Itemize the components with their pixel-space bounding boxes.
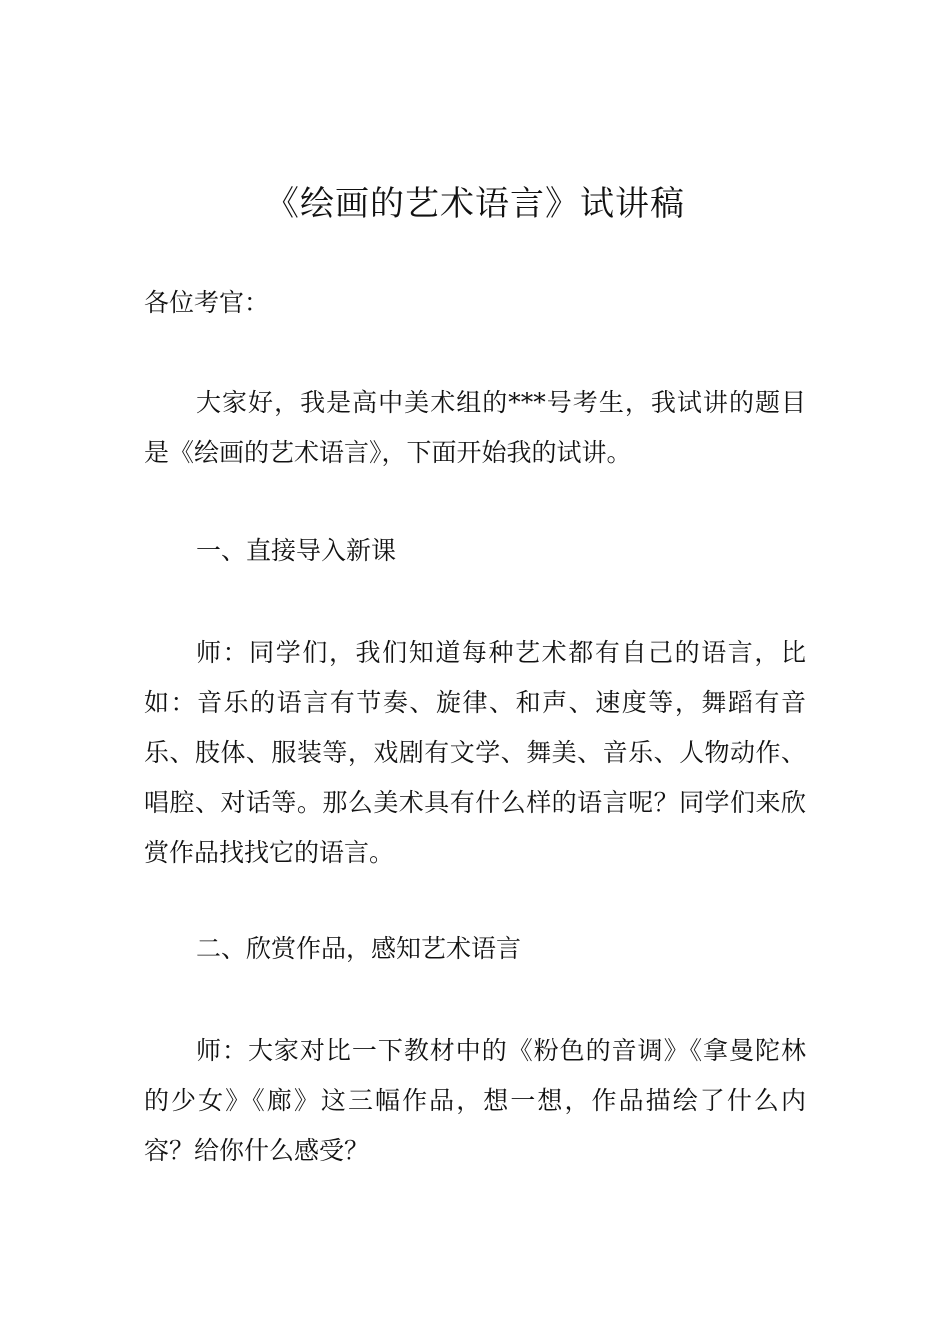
- section-heading-2: 二、欣赏作品，感知艺术语言: [196, 934, 522, 963]
- greeting-paragraph: 各位考官：: [144, 288, 270, 317]
- section-heading-1: 一、直接导入新课: [196, 536, 397, 565]
- intro-paragraph: 大家好，我是高中美术组的***号考生，我试讲的题目是《绘画的艺术语言》，下面开始我的试讲。: [144, 388, 806, 467]
- section-body-1: 师：同学们，我们知道每种艺术都有自己的语言，比如：音乐的语言有节奏、旋律、和声、速度等，舞蹈有音乐、肢体、服装等，戏剧有文学、舞美、音乐、人物动作、唱腔、对话等。那么美术具有什么样的语言呢？同学们来欣赏作品找找它的语言。: [144, 638, 806, 867]
- document-title: 《绘画的艺术语言》试讲稿: [265, 184, 685, 224]
- section-body-2: 师：大家对比一下教材中的《粉色的音调》《拿曼陀林的少女》《廊》这三幅作品，想一想，作品描绘了什么内容？给你什么感受？: [144, 1036, 806, 1165]
